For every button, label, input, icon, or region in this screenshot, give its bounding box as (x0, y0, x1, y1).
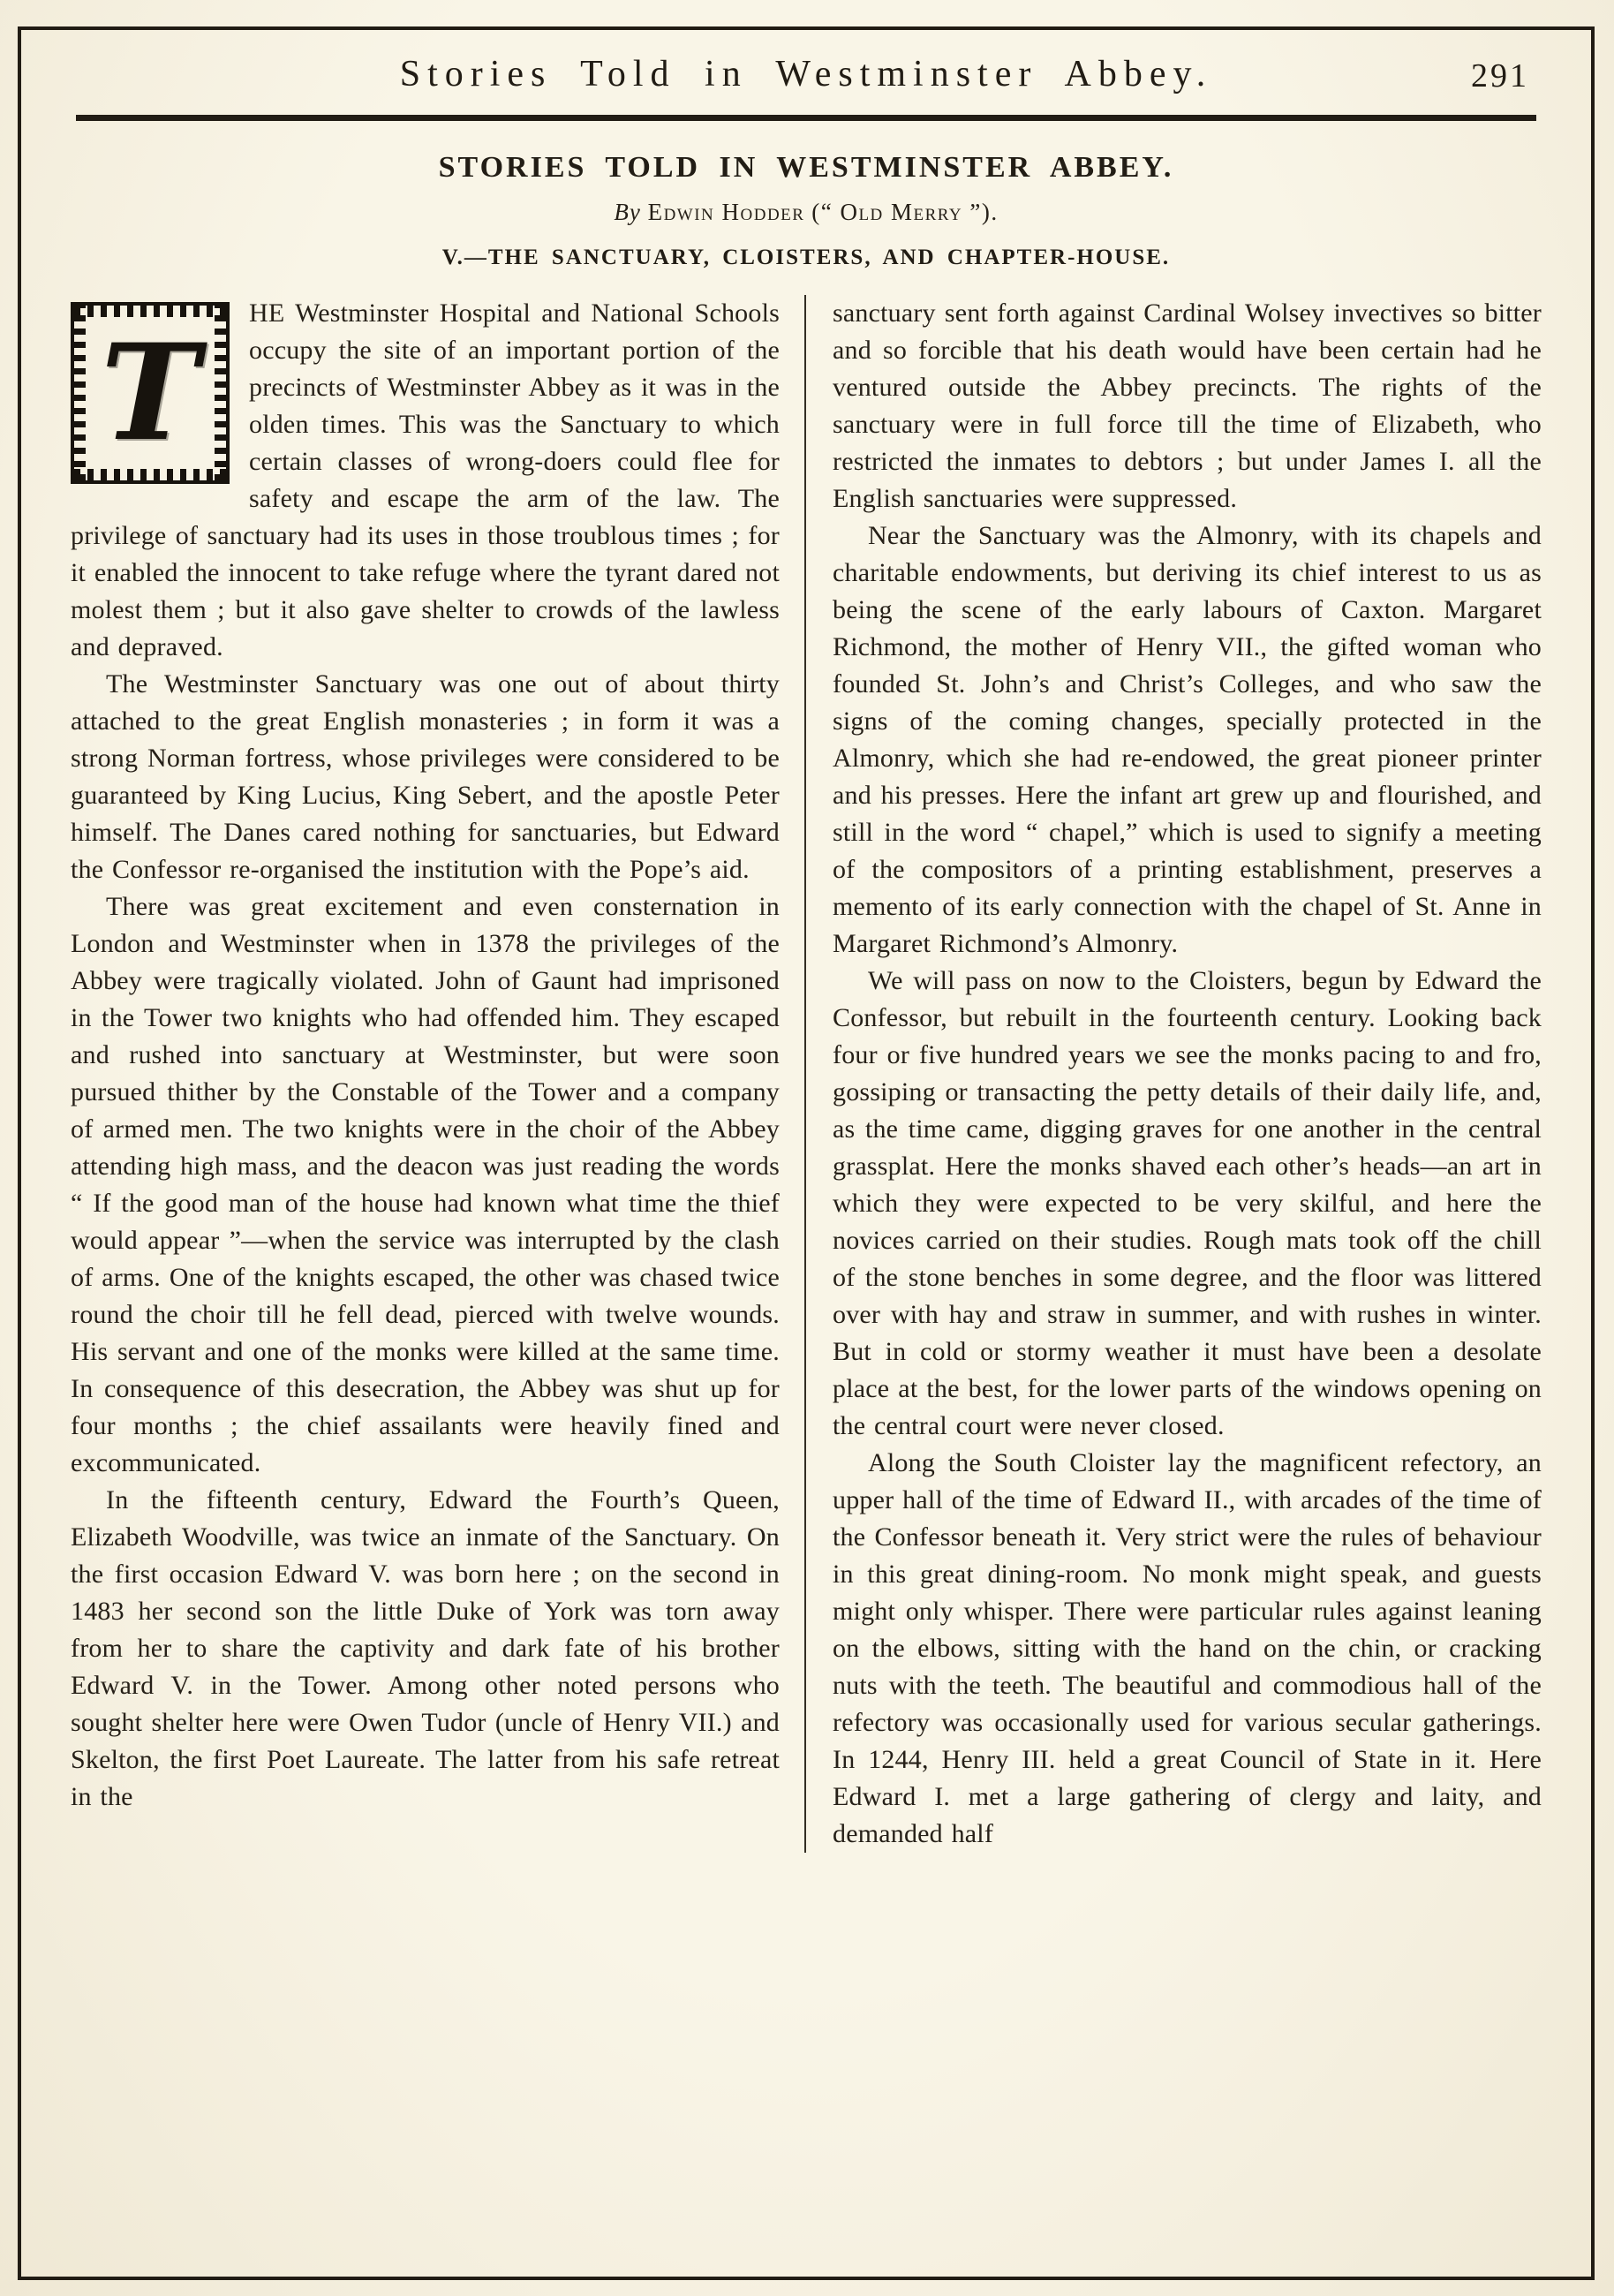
byline-author-nickname: (“ Old Merry ”). (811, 199, 999, 225)
article-title: STORIES TOLD IN WESTMINSTER ABBEY. (438, 151, 1174, 184)
title-block (21, 151, 1591, 270)
page-frame (18, 26, 1595, 2280)
running-title: Stories Told in Westminster Abbey. (399, 54, 1213, 94)
left-column (71, 295, 804, 1853)
byline (21, 199, 1591, 226)
byline-author-name: Edwin Hodder (647, 199, 805, 225)
paragraph: We will pass on now to the Cloisters, begun by Edward the Confessor, but rebuilt in the fourteenth century. Looking back four or five hundred years we see the monks pacing to and fro, gossiping or transacting the petty details of their daily life, and, as the time came, digging graves for one another in the central grassplat. Here the monks shaved each other’s heads—an art in which they were expected to be very skilful, and here the novices carried on their studies. Rough mats took off the chill of the stone benches in some degree, and the floor was littered over with hay and straw in summer, and with rushes in winter. But in cold or stormy weather it must have been a desolate place at the best, for the lower parts of the windows opening on the central court were never closed. (833, 966, 1542, 1440)
header-rule (76, 115, 1536, 121)
byline-by-label: By (614, 199, 641, 225)
drop-cap-letter-T: T (101, 315, 200, 471)
paragraph: The Westminster Sanctuary was one out of about thirty attached to the great English monasteries ; in form it was a strong Norman fortress, whose privileges were considered to be guaranteed by King Lucius, King Sebert, and the apostle Peter himself. The Danes cared nothing for sanctuaries, but Edward the Confessor re-organised the institution with the Pope’s aid. (71, 669, 780, 884)
page-header (76, 53, 1536, 102)
paragraph (71, 295, 780, 666)
paragraph: There was great excitement and even consternation in London and Westminster when in 1378 the privileges of the Abbey were tragically violated. John of Gaunt had imprisoned in the Tower two knights who had offended him. They escaped and rushed into sanctuary at Westminster, but were soon pursued thither by the Constable of the Tower and a company of armed men. The two knights were in the choir of the Abbey attending high mass, and the deacon was just reading the words “ If the good man of the house had known what time the thief would appear ”—when the service was interrupted by the clash of arms. One of the knights escaped, the other was chased twice round the choir till he fell dead, pierced with twelve wounds. His servant and one of the monks were killed at the same time. In consequence of this desecration, the Abbey was shut up for four months ; the chief assailants were heavily fined and excommunicated. (71, 892, 780, 1477)
paragraph: Near the Sanctuary was the Almonry, with its chapels and charitable endowments, but deriving its chief interest to us as being the scene of the early labours of Caxton. Margaret Richmond, the mother of Henry VII., the gifted woman who founded St. John’s and Christ’s Colleges, and who saw the signs of the coming changes, specially protected in the Almonry, which she had re-endowed, the great pioneer printer and his presses. Here the infant art grew up and flourished, and still in the word “ chapel,” which is used to signify a meeting of the compositors of a printing establishment, preserves a memento of its early connection with the chapel of St. Anne in Margaret Richmond’s Almonry. (833, 521, 1542, 958)
right-column (804, 295, 1542, 1853)
section-heading: V.—THE SANCTUARY, CLOISTERS, AND CHAPTER-HOUSE. (441, 245, 1171, 269)
drop-cap-frame (71, 302, 230, 484)
page-number: 291 (1471, 57, 1529, 94)
paragraph: sanctuary sent forth against Cardinal Wolsey invectives so bitter and so forcible that his death would have been certain had he ventured outside the Abbey precincts. The rights of the sanctuary were in full force till the time of Elizabeth, who restricted the inmates to debtors ; but under James I. all the English sanctuaries were suppressed. (833, 298, 1542, 513)
paragraph: Along the South Cloister lay the magnificent refectory, an upper hall of the time of Edward II., with arcades of the time of the Confessor beneath it. Very strict were the rules of behaviour in this great dining-room. No monk might speak, and guests might only whisper. There were particular rules against leaning on the elbows, sitting with the hand on the chin, or cracking nuts with the teeth. The beautiful and commodious hall of the refectory was occasionally used for various secular gatherings. In 1244, Henry III. held a great Council of State in it. Here Edward I. met a large gathering of clergy and laity, and demanded half (833, 1448, 1542, 1848)
paragraph: In the fifteenth century, Edward the Fourth’s Queen, Elizabeth Woodville, was twice an inmate of the Sanctuary. On the first occasion Edward V. was born here ; on the second in 1483 her second son the little Duke of York was torn away from her to share the captivity and dark fate of his brother Edward V. in the Tower. Among other noted persons who sought shelter here were Owen Tudor (uncle of Henry VII.) and Skelton, the first Poet Laureate. The latter from his safe retreat in the (71, 1485, 780, 1811)
article-body (71, 295, 1542, 1853)
paragraph-text: HE Westminster Hospital and National Schools occupy the site of an important portion of the precincts of Westminster Abbey as it was in the olden times. This was the Sanctuary to which certain classes of wrong-doers could flee for safety and escape the arm of the law. The privilege of sanctuary had its uses in those troublous times ; for it enabled the innocent to take refuge where the tyrant dared not molest them ; but it also gave shelter to crowds of the lawless and depraved. (71, 298, 780, 661)
